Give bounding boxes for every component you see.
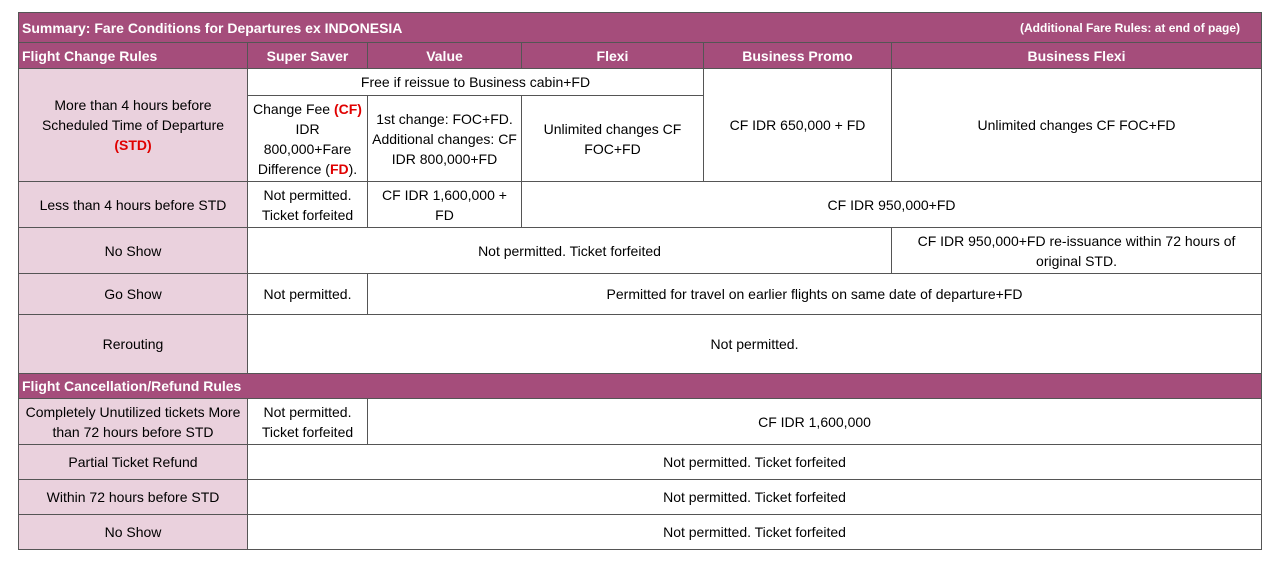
less4-rest-cell: CF IDR 950,000+FD (522, 182, 1262, 228)
row-label-unutilized-tickets: Completely Unutilized tickets More than 72 hours before STD (19, 399, 248, 445)
row-label-refund-no-show: No Show (19, 515, 248, 550)
table-title: Summary: Fare Conditions for Departures ex INDONESIA (22, 19, 403, 36)
more4-value-cell: 1st change: FOC+FD. Additional changes: CF IDR 800,000+FD (368, 96, 522, 182)
column-header-business-promo: Business Promo (704, 43, 892, 69)
closing-text: ). (348, 160, 358, 177)
column-header-business-flexi: Business Flexi (892, 43, 1262, 69)
fd-highlight: FD (329, 160, 349, 177)
within72-cell: Not permitted. Ticket forfeited (248, 480, 1262, 515)
business-cabin-reissue-cell: Free if reissue to Business cabin+FD (248, 69, 704, 96)
unutilized-super-saver-cell: Not permitted. Ticket forfeited (248, 399, 368, 445)
less4-value-cell: CF IDR 1,600,000 + FD (368, 182, 522, 228)
std-highlight: (STD) (114, 137, 152, 153)
more4-flexi-cell: Unlimited changes CF FOC+FD (522, 96, 704, 182)
section-header-refund-rules: Flight Cancellation/Refund Rules (19, 374, 1262, 399)
rerouting-cell: Not permitted. (248, 315, 1262, 374)
change-fee-text: Change Fee (253, 100, 331, 117)
additional-rules-note: (Additional Fare Rules: at end of page) (1020, 20, 1241, 35)
row-label-no-show: No Show (19, 228, 248, 274)
row-label-text: More than 4 hours before Scheduled Time of Departure (41, 97, 225, 133)
partial-refund-cell: Not permitted. Ticket forfeited (248, 445, 1262, 480)
noshow-business-flexi-cell: CF IDR 950,000+FD re-issuance within 72 hours of original STD. (892, 228, 1262, 274)
fare-difference-text: IDR 800,000+Fare Difference ( (257, 120, 352, 177)
section-header-change-rules: Flight Change Rules (19, 43, 248, 69)
noshow-span-cell: Not permitted. Ticket forfeited (248, 228, 892, 274)
less4-super-saver-cell: Not permitted. Ticket forfeited (248, 182, 368, 228)
column-header-value: Value (368, 43, 522, 69)
goshow-rest-cell: Permitted for travel on earlier flights on same date of departure+FD (368, 274, 1262, 315)
unutilized-rest-cell: CF IDR 1,600,000 (368, 399, 1262, 445)
row-label-more-than-4-hours (19, 69, 248, 182)
goshow-super-saver-cell: Not permitted. (248, 274, 368, 315)
fare-conditions-table (18, 12, 1262, 550)
table-title-cell (19, 13, 1262, 43)
row-label-less-than-4-hours: Less than 4 hours before STD (19, 182, 248, 228)
cf-highlight: (CF) (333, 100, 362, 117)
column-header-flexi: Flexi (522, 43, 704, 69)
row-label-rerouting: Rerouting (19, 315, 248, 374)
row-label-within-72-hours: Within 72 hours before STD (19, 480, 248, 515)
more4-super-saver-cell (248, 96, 368, 182)
row-label-partial-refund: Partial Ticket Refund (19, 445, 248, 480)
more4-business-flexi-cell: Unlimited changes CF FOC+FD (892, 69, 1262, 182)
refund-noshow-cell: Not permitted. Ticket forfeited (248, 515, 1262, 550)
column-header-super-saver: Super Saver (248, 43, 368, 69)
row-label-go-show: Go Show (19, 274, 248, 315)
more4-business-promo-cell: CF IDR 650,000 + FD (704, 69, 892, 182)
